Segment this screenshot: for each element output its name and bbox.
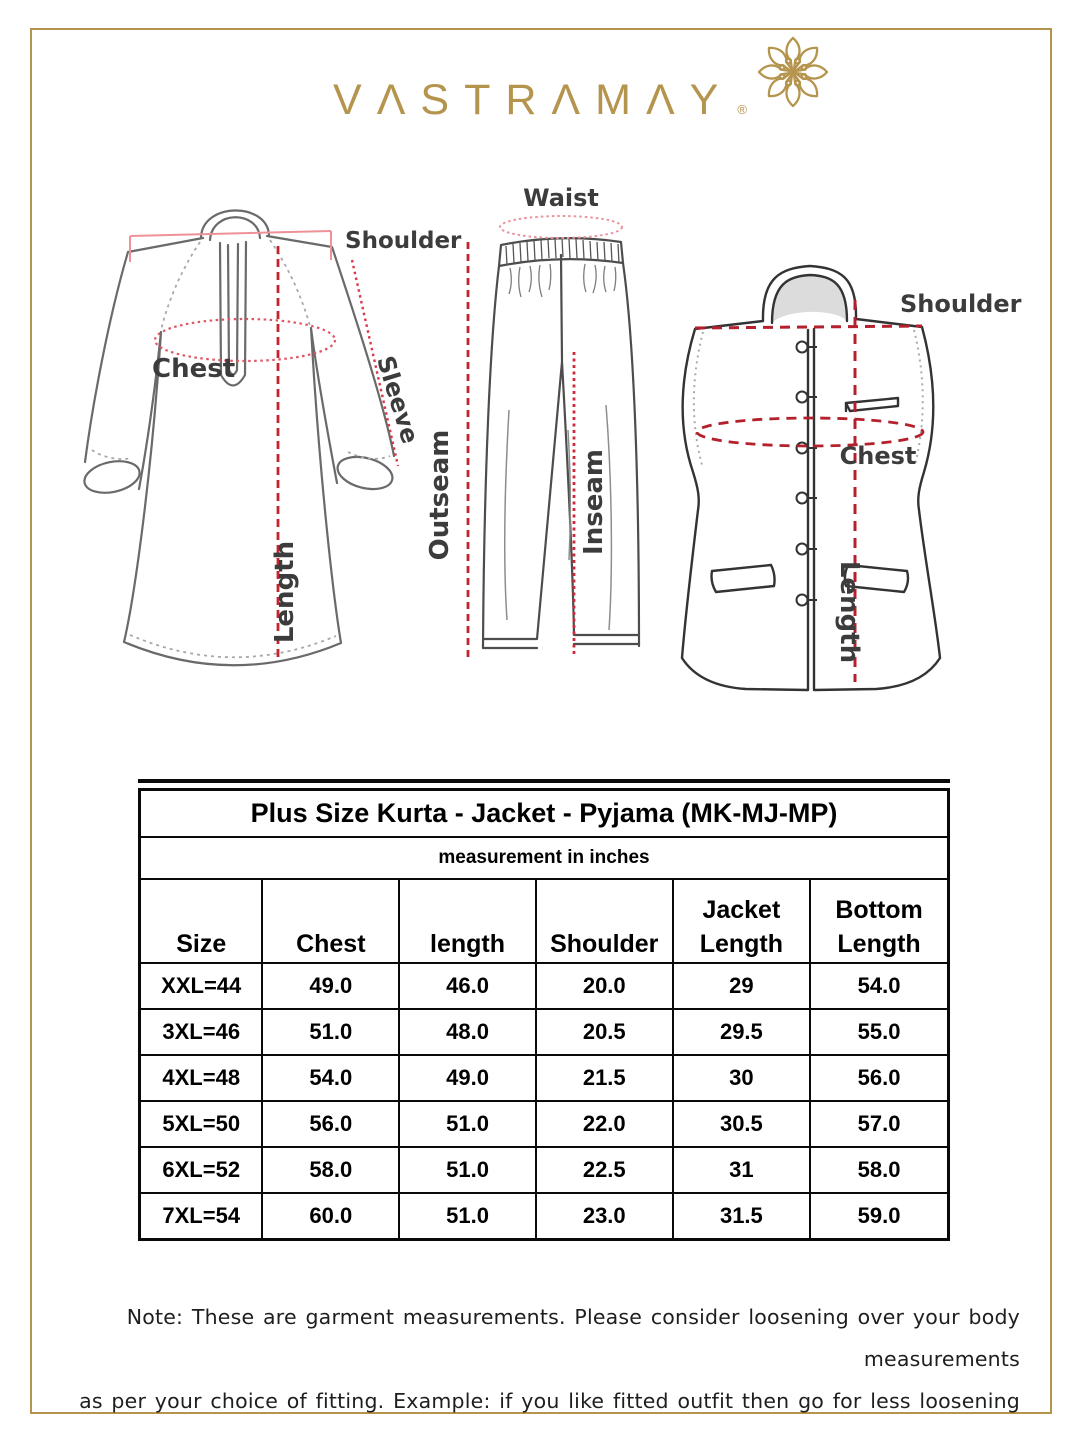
table-row [140,963,949,1009]
pyjama-inseam-label: Inseam [579,449,609,555]
registered-trademark: ® [737,102,747,117]
cell-chest: 49.0 [262,963,399,1009]
table-row [140,1147,949,1193]
table-row [140,1101,949,1147]
kurta-length-label: Length [270,540,300,644]
cell-bottom-length: 56.0 [810,1055,948,1101]
kurta-stitch-lines [92,240,390,657]
cell-chest: 54.0 [262,1055,399,1101]
cell-jacket-length: 29 [673,963,811,1009]
jacket-shoulder-line [695,326,922,328]
cell-shoulder: 20.0 [536,963,673,1009]
col-header-shoulder: Shoulder [536,879,673,963]
brand-logo [0,76,1080,125]
size-chart [138,779,950,1241]
cell-shoulder: 22.0 [536,1101,673,1147]
cell-length: 49.0 [399,1055,536,1101]
jacket-chest-label: Chest [839,442,917,470]
kurta-shoulder-label: Shoulder [345,228,462,254]
cell-shoulder: 22.5 [536,1147,673,1193]
cell-length: 51.0 [399,1147,536,1193]
jacket-outline [682,266,940,690]
jacket-shoulder-label: Shoulder [900,290,1022,318]
note-line-1: Note: These are garment measurements. Please consider loosening over your body measurements [126,1305,1020,1372]
table-top-rule [138,779,950,783]
kurta-outline [85,210,394,665]
pyjama-diagram [425,184,639,658]
cell-jacket-length: 29.5 [673,1009,811,1055]
col-header-jacket-length: Jacket Length [673,879,811,963]
garment-diagrams [40,180,1040,750]
cell-length: 46.0 [399,963,536,1009]
cell-size: 5XL=50 [140,1101,263,1147]
cell-bottom-length: 59.0 [810,1193,948,1240]
cell-bottom-length: 54.0 [810,963,948,1009]
col-header-bottom-length: Bottom Length [810,879,948,963]
cell-chest: 51.0 [262,1009,399,1055]
cell-length: 48.0 [399,1009,536,1055]
pyjama-outseam-label: Outseam [425,429,455,561]
cell-length: 51.0 [399,1193,536,1240]
col-header-size: Size [140,879,263,963]
jacket-diagram [682,266,1022,690]
pyjama-waist-label: Waist [523,184,599,212]
kurta-chest-label: Chest [152,354,236,384]
note-line-2: as per your choice of fitting. Example: if you like fitted outfit then go for less loosening [79,1389,1020,1414]
cell-length: 51.0 [399,1101,536,1147]
size-chart-table [138,788,950,1241]
cell-size: 6XL=52 [140,1147,263,1193]
cell-size: 7XL=54 [140,1193,263,1240]
pyjama-outline [483,238,639,648]
cell-bottom-length: 58.0 [810,1147,948,1193]
cell-chest: 56.0 [262,1101,399,1147]
kurta-sleeve-label: Sleeve [371,352,425,447]
table-row [140,1055,949,1101]
cell-bottom-length: 57.0 [810,1101,948,1147]
cell-shoulder: 21.5 [536,1055,673,1101]
table-row [140,1193,949,1240]
kurta-right-cuff [334,452,396,495]
cell-bottom-length: 55.0 [810,1009,948,1055]
cell-jacket-length: 30.5 [673,1101,811,1147]
cell-chest: 60.0 [262,1193,399,1240]
table-title: Plus Size Kurta - Jacket - Pyjama (MK-MJ-MP) [140,790,949,837]
brand-logo-text: VΛSTRΛMΛY [333,76,734,124]
cell-shoulder: 23.0 [536,1193,673,1240]
cell-jacket-length: 31 [673,1147,811,1193]
measurement-note [58,1296,1020,1422]
cell-size: 4XL=48 [140,1055,263,1101]
pyjama-waist-line [500,216,622,238]
jacket-length-label: Length [834,560,864,664]
cell-shoulder: 20.5 [536,1009,673,1055]
cell-jacket-length: 30 [673,1055,811,1101]
cell-jacket-length: 31.5 [673,1193,811,1240]
brand-ornament-icon [753,32,833,112]
cell-size: 3XL=46 [140,1009,263,1055]
col-header-chest: Chest [262,879,399,963]
kurta-diagram [81,210,462,665]
kurta-left-cuff [81,457,142,498]
table-header-row [140,879,949,963]
cell-chest: 58.0 [262,1147,399,1193]
col-header-length: length [399,879,536,963]
table-subtitle: measurement in inches [140,837,949,879]
cell-size: XXL=44 [140,963,263,1009]
table-row [140,1009,949,1055]
